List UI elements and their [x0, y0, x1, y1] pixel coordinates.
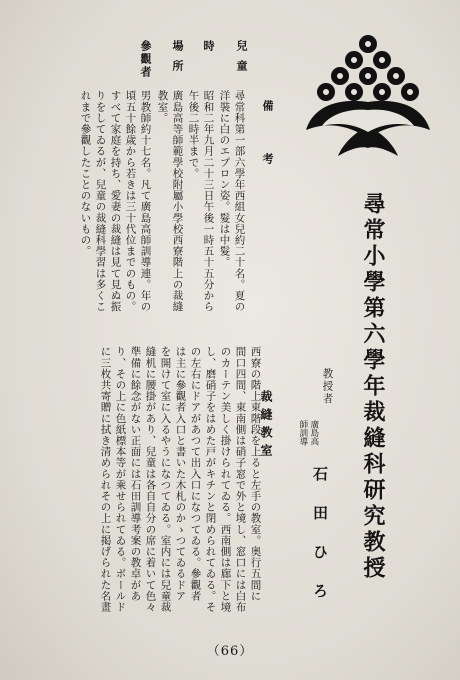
body-line-8: 縫机に腰掛があり、兒童は各自自分の席に着いて色々: [144, 346, 157, 613]
body-line-11: に三枚共寄贈に拭き清められその上に掲げられた名畫: [99, 346, 112, 613]
observers-line-5: れまで參觀したことのないもの。: [79, 90, 92, 257]
body-line-10: り、その上に色紙標本等が乘せられてゐる。ボールド: [114, 346, 127, 613]
label-time: 時: [202, 40, 215, 60]
teacher-role: 教授者: [321, 368, 334, 406]
time-line-1: 昭和二年九月二十三日午後一時五十五分から: [202, 90, 215, 312]
observers-line-3: すべて家庭を持ち、愛妻の裁縫は見て見ぬ振: [109, 90, 122, 312]
time-line-2: 午後二時半まで。: [187, 90, 200, 179]
children-line-2: 洋裝に白のエプロン姿。髮は中髮。: [218, 90, 231, 268]
paulownia-crest-icon: [302, 30, 434, 158]
body-line-2: 間口四間、東南側は硝子窓で外と境し、窓口には白布: [234, 346, 247, 613]
teacher-affiliation-1: 廣島高: [308, 420, 319, 446]
label-children: 兒童: [235, 40, 248, 80]
observers-line-4: りをしてゐるが、兒童の裁縫科學習は多くこ: [94, 90, 107, 312]
remarks-label: 備考: [261, 100, 274, 206]
place-line-2: 教室。: [156, 90, 169, 124]
body-line-5: の左右にドアがあつて出入口になつてゐる。參觀者: [189, 346, 202, 602]
body-line-1: 西寮の階上東階段を上ると左手の教室。奥行五間に: [249, 346, 262, 602]
observers-line-1: 男教師約十七名。凡て廣島高師訓導連。年の: [139, 90, 152, 312]
body-line-3: のカーテン美しく掛けられてゐる。西南側は廊下と境: [219, 346, 232, 613]
body-line-4: し、磨硝子をはめた戸がキチンと閉められてゐる。そ: [204, 346, 217, 613]
observers-line-2: 頃五十餘歲から若きは三十代位までのもの。: [124, 90, 137, 312]
article-title: 尋常小學第六學年裁縫科研究教授: [360, 192, 386, 582]
teacher-affiliation-2: 師訓導: [297, 420, 308, 446]
body-line-7: を開けて室に入るやうになつてゐる。室内には兒童裁: [159, 346, 172, 613]
label-observers: 參觀者: [139, 40, 152, 79]
place-line-1: 廣島高等師範學校附屬小學校西寮階上の裁縫: [171, 90, 184, 312]
body-line-9: 準備に餘念がない正面には石田訓導考案の教卓があ: [129, 346, 142, 602]
section-heading: 裁縫教室: [259, 390, 273, 462]
page-number: （66）: [206, 644, 254, 659]
children-line-1: 尋常科第一部六學年西組女兒約二十名。夏の: [233, 90, 246, 312]
label-place: 場所: [171, 40, 184, 80]
body-line-6: は主に參觀者入口と書いた木札のかゝつてゐるドア: [174, 346, 187, 602]
teacher-name: 石田ひろ: [311, 466, 329, 622]
